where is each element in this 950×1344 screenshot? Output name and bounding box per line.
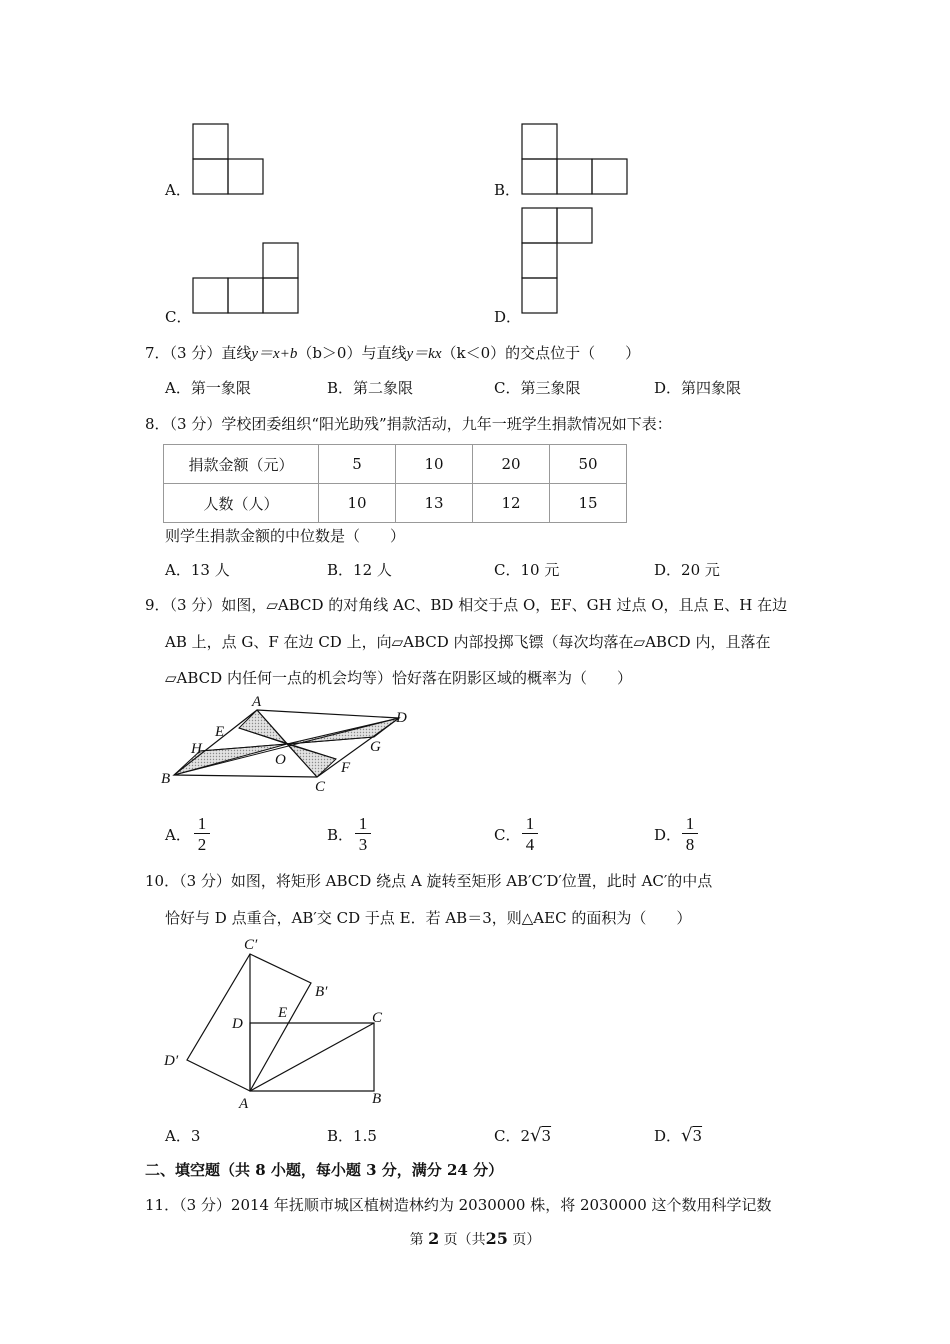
denominator: 3 <box>358 835 368 854</box>
table-cell: 50 <box>550 445 627 484</box>
q8-score: （3 分） <box>169 415 222 433</box>
q7-option-d: D．第四象限 <box>654 379 742 397</box>
q8-question: 则学生捐款金额的中位数是（ ） <box>165 527 406 545</box>
q9-parallelogram-figure <box>155 695 425 800</box>
q7-option-a: A．第一象限 <box>165 379 251 397</box>
figure-label: G <box>370 739 381 755</box>
q11-stem-text: 2014 年抚顺市城区植树造林约为 2030000 株，将 2030000 这个数用科学记数 <box>230 1196 772 1214</box>
numerator: 1 <box>194 814 210 834</box>
q9-option-b-label: B． <box>327 826 354 844</box>
q7-equation-1: y＝x+b <box>251 346 298 362</box>
q7-stem-3: 的交点位于（ ） <box>505 344 641 362</box>
q6-option-c-label: C． <box>165 308 192 326</box>
total-page-count: 25 <box>485 1229 508 1248</box>
q7-stem-1: 直线 <box>221 344 252 362</box>
q8-option-a: A．13 人 <box>165 561 230 579</box>
figure-label: O <box>275 752 286 768</box>
q6-option-d-label: D． <box>494 308 522 326</box>
table-row <box>164 445 627 484</box>
q8-number: 8． <box>145 415 170 433</box>
q8-option-d: D．20 元 <box>654 561 720 579</box>
q9-score: （3 分） <box>169 596 222 614</box>
q7-stem <box>145 343 640 364</box>
q6-figure-d <box>521 207 595 315</box>
figure-label: A <box>239 1096 249 1112</box>
q8-option-b: B．12 人 <box>327 561 392 579</box>
sqrt-symbol: √ <box>530 1125 542 1146</box>
q7-equation-2: y＝kx <box>406 346 442 362</box>
denominator: 8 <box>685 835 695 854</box>
q9-option-a-fraction <box>194 814 210 855</box>
q10-line-2: 恰好与 D 点重合，AB′交 CD 于点 E．若 AB＝3，则△AEC 的面积为（ ） <box>165 909 692 927</box>
q7-condition-1: （b＞0） <box>297 344 362 362</box>
q10-line-1-text: 如图，将矩形 ABCD 绕点 A 旋转至矩形 AB′C′D′位置，此时 AC′的中点 <box>230 872 713 890</box>
figure-label: C <box>372 1010 383 1026</box>
shaded-region <box>287 744 336 777</box>
shaded-region <box>239 710 287 744</box>
q10-option-d <box>654 1126 702 1146</box>
sqrt-symbol: √ <box>681 1125 693 1146</box>
q9-option-c-fraction <box>522 814 538 855</box>
q6-option-a-label: A． <box>165 181 191 199</box>
footer-prefix: 第 <box>409 1232 424 1248</box>
figure-label: C <box>315 779 326 795</box>
footer-suffix: 页） <box>512 1232 541 1248</box>
table-cell: 13 <box>396 484 473 523</box>
q10-option-d-text: D． <box>654 1127 682 1145</box>
figure-label: B <box>161 771 171 787</box>
section-heading: 二、填空题（共 8 小题，每小题 3 分，满分 24 分） <box>145 1161 504 1179</box>
q6-figure-c <box>192 242 300 314</box>
table-cell: 15 <box>550 484 627 523</box>
q10-line-1 <box>145 871 712 891</box>
figure-label: B′ <box>315 984 328 1000</box>
q8-option-c: C．10 元 <box>494 561 560 579</box>
figure-label: E <box>278 1005 288 1021</box>
denominator: 4 <box>525 835 535 854</box>
figure-label: C′ <box>244 937 258 953</box>
figure-label: E <box>215 724 225 740</box>
q6-figure-a <box>192 123 266 195</box>
table-cell: 人数（人） <box>164 484 319 523</box>
figure-label: A <box>252 695 262 710</box>
q6-figure-b <box>521 123 629 195</box>
current-page-number: 2 <box>428 1229 440 1248</box>
table-cell: 12 <box>473 484 550 523</box>
page-footer <box>0 1229 950 1250</box>
q10-number: 10． <box>145 872 180 890</box>
sqrt-radicand: 3 <box>541 1127 552 1145</box>
q11-stem <box>145 1195 772 1215</box>
q9-line-1-text: 如图，▱ABCD 的对角线 AC、BD 相交于点 O，EF、GH 过点 O，且点 E、H 在边 <box>221 596 788 614</box>
q7-option-b: B．第二象限 <box>327 379 414 397</box>
q10-score: （3 分） <box>179 872 231 890</box>
q9-number: 9． <box>145 596 170 614</box>
q6-option-b-label: B． <box>494 181 521 199</box>
q9-line-1 <box>145 595 787 615</box>
q11-score: （3 分） <box>179 1196 231 1214</box>
table-cell: 5 <box>319 445 396 484</box>
q10-rectangle-figure <box>160 936 395 1114</box>
q9-option-d-label: D． <box>654 826 682 844</box>
q9-option-d-fraction <box>682 814 698 855</box>
numerator: 1 <box>522 814 538 834</box>
table-row <box>164 484 627 523</box>
sqrt-radicand: 3 <box>692 1127 703 1145</box>
q8-stem-text: 学校团委组织“阳光助残”捐款活动，九年一班学生捐款情况如下表： <box>221 415 672 433</box>
q7-option-c: C．第三象限 <box>494 379 581 397</box>
q9-line-2: AB 上，点 G、F 在边 CD 上，向▱ABCD 内部投掷飞镖（每次均落在▱ABCD 内，且落在 <box>165 633 771 651</box>
table-cell: 捐款金额（元） <box>164 445 319 484</box>
footer-mid: 页（共 <box>443 1232 486 1248</box>
q10-option-a: A．3 <box>165 1127 201 1145</box>
q9-option-c-label: C． <box>494 826 521 844</box>
q10-option-c-text: C．2 <box>494 1127 531 1145</box>
table-cell: 20 <box>473 445 550 484</box>
figure-label: B <box>372 1091 382 1107</box>
q10-option-b: B．1.5 <box>327 1127 377 1145</box>
numerator: 1 <box>355 814 371 834</box>
q10-option-c <box>494 1126 551 1146</box>
q8-stem <box>145 414 672 434</box>
table-cell: 10 <box>319 484 396 523</box>
q11-number: 11． <box>145 1196 180 1214</box>
q7-score: （3 分） <box>169 344 222 362</box>
q7-number: 7． <box>145 344 170 362</box>
q7-stem-2: 与直线 <box>361 344 407 362</box>
q9-line-3: ▱ABCD 内任何一点的机会均等）恰好落在阴影区域的概率为（ ） <box>165 669 632 687</box>
figure-label: F <box>341 760 351 776</box>
figure-label: D <box>396 710 407 726</box>
q8-donation-table <box>163 444 627 523</box>
q9-option-b-fraction <box>355 814 371 855</box>
table-cell: 10 <box>396 445 473 484</box>
figure-label: D′ <box>164 1053 179 1069</box>
numerator: 1 <box>682 814 698 834</box>
denominator: 2 <box>197 835 207 854</box>
q7-condition-2: （k＜0） <box>441 344 506 362</box>
figure-label: D <box>232 1016 243 1032</box>
figure-label: H <box>191 741 202 757</box>
q9-option-a-label: A． <box>165 826 191 844</box>
